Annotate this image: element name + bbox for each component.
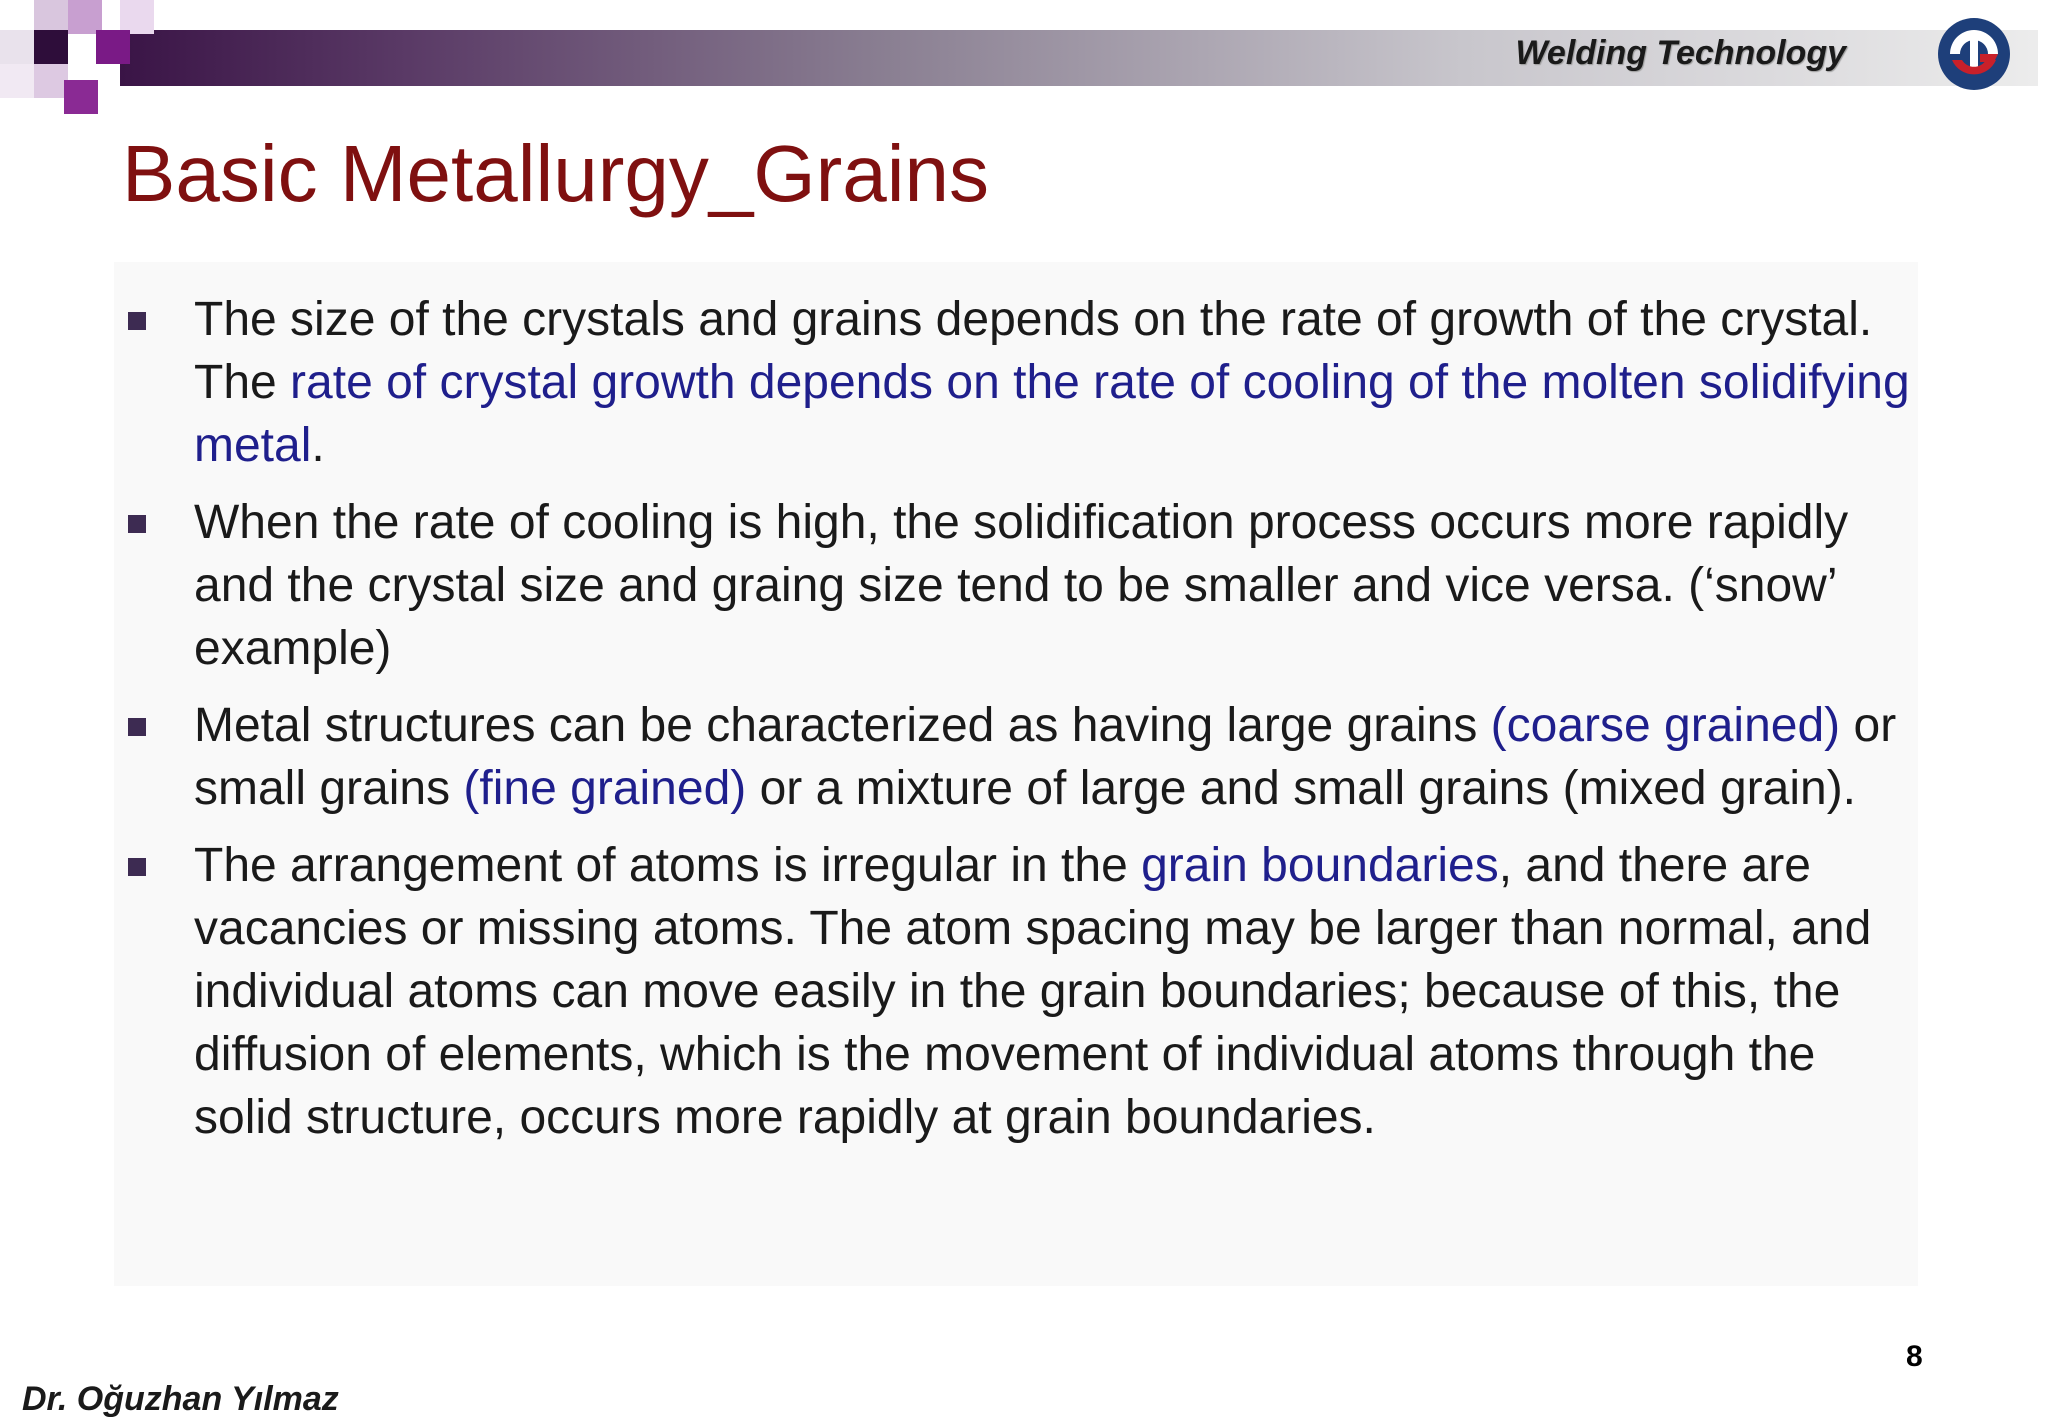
bullet-4-text: The arrangement of atoms is irregular in the: [194, 839, 1142, 892]
square-bullet-icon: [128, 312, 146, 330]
bullet-3-highlight-coarse: (coarse grained): [1490, 699, 1841, 752]
footer-author: Dr. Oğuzhan Yılmaz: [22, 1380, 339, 1418]
bullet-4-text-end: , and there are vacancies or missing atoms. The atom spacing may be larger than normal, and individual atoms can move easily in the grain boundaries; because of this, the diffusion of elements, which is the movement of individual atoms through the solid structure, occurs more rapidly at grain boundaries.: [194, 839, 1872, 1144]
bullet-item-2: [122, 491, 1912, 680]
bullet-3-text-mid: or small grains: [194, 699, 1897, 815]
bullet-item-1: [122, 288, 1912, 477]
bullet-3-text-end: or a mixture of large and small grains (mixed grain).: [746, 762, 1857, 815]
bullet-list: [122, 288, 1912, 1163]
page-number: 8: [1906, 1340, 1923, 1373]
bullet-1-text-end: .: [311, 419, 325, 472]
bullet-item-4: [122, 834, 1912, 1149]
square-bullet-icon: [128, 858, 146, 876]
slide-title: Basic Metallurgy_Grains: [122, 129, 989, 218]
bullet-1-highlight: rate of crystal growth depends on the rate of cooling of the molten solidifying metal: [194, 356, 1910, 472]
bullet-1-text: The size of the crystals and grains depends on the rate of growth of the crystal. The: [194, 293, 1873, 409]
bullet-item-3: [122, 694, 1912, 820]
course-title: Welding Technology: [1515, 34, 1846, 72]
bullet-3-text: Metal structures can be characterized as having large grains: [194, 699, 1491, 752]
bullet-3-highlight-fine: (fine grained): [463, 762, 747, 815]
university-logo-icon: [1932, 12, 2016, 96]
bullet-2-text: When the rate of cooling is high, the solidification process occurs more rapidly and the crystal size and graing size tend to be smaller and vice versa. (‘snow’ example): [194, 496, 1849, 675]
bullet-4-highlight: grain boundaries: [1141, 839, 1499, 892]
square-bullet-icon: [128, 515, 146, 533]
square-bullet-icon: [128, 718, 146, 736]
